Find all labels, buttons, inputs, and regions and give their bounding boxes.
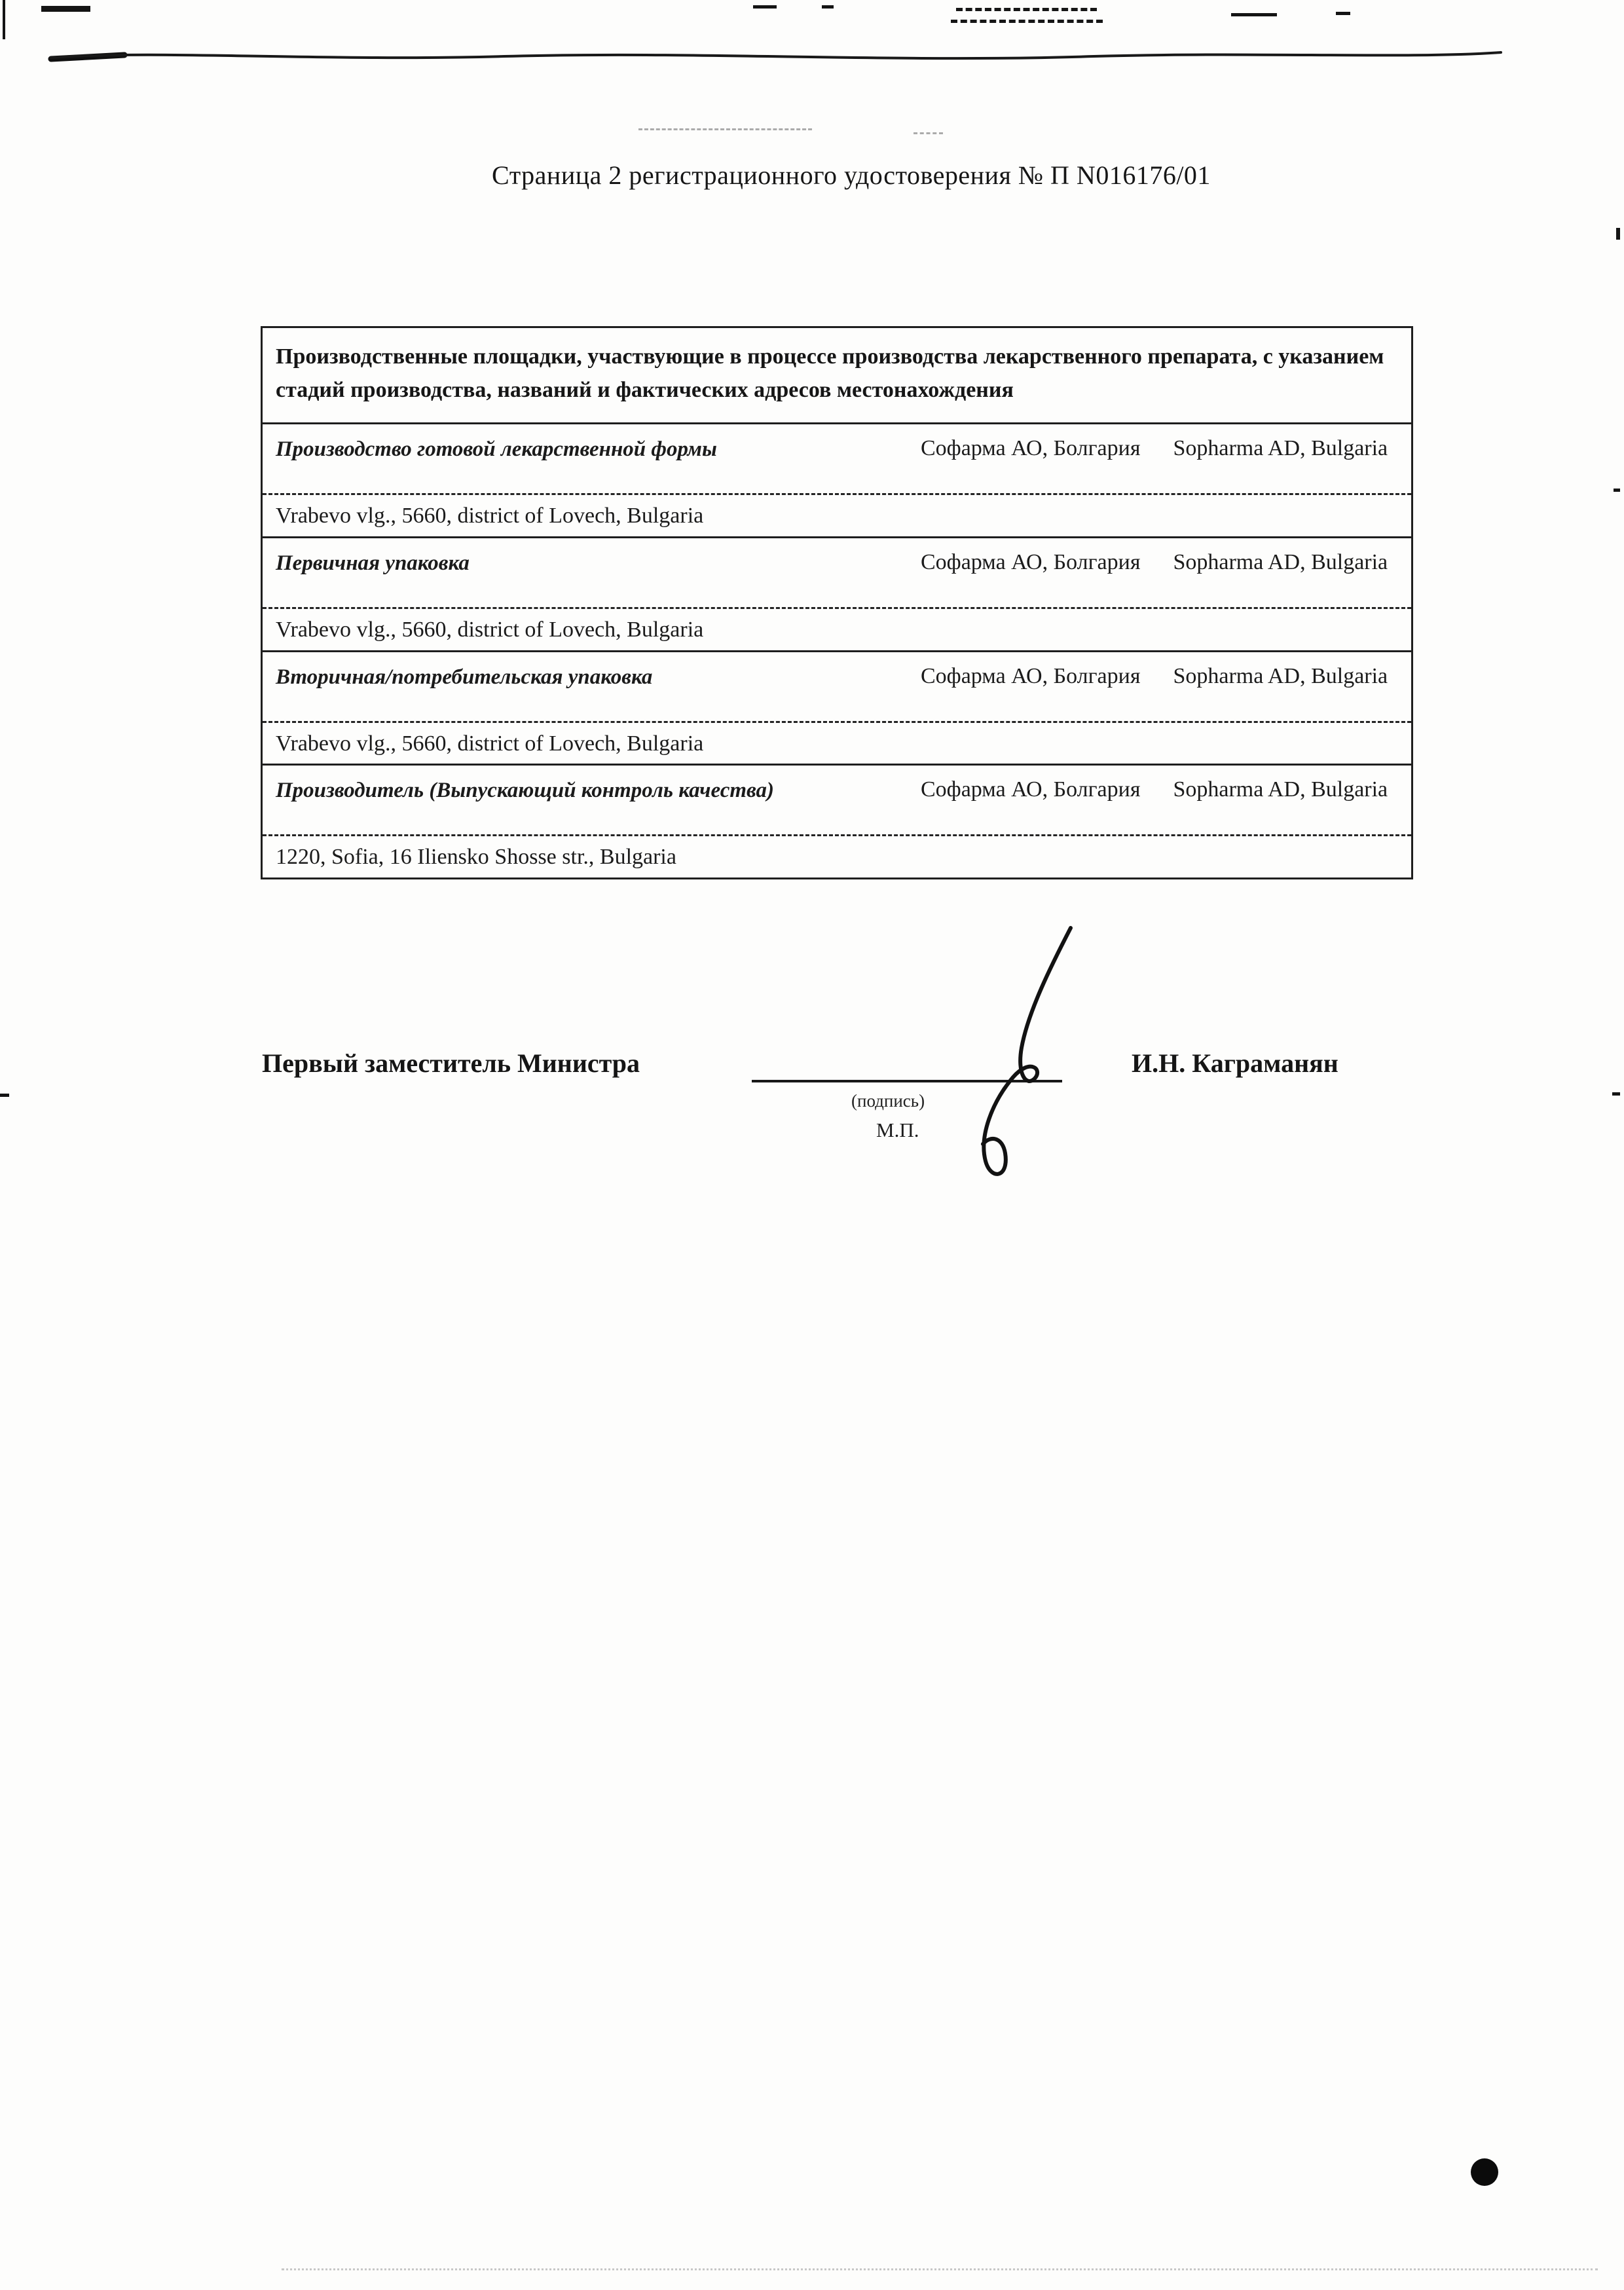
scan-artifact-dash [41,6,90,12]
scan-artifact-corner-tick [3,0,5,39]
table-row-address [263,836,1411,877]
table-row-address [263,723,1411,766]
stamp-placeholder: М.П. [876,1118,919,1141]
stage-label: Первичная упаковка [276,551,470,575]
scan-artifact-bottom-speckle [282,2268,1598,2270]
production-sites-table [261,326,1413,879]
manufacturer-cell [908,652,1411,721]
manufacturer-cell [908,766,1411,834]
stage-label: Вторичная/потребительская упаковка [276,665,653,689]
scan-artifact-punch-dot [1471,2158,1498,2186]
scan-artifact-edge-mark [1612,1092,1620,1096]
manufacturer-name-ru: Софарма АО, Болгария [921,549,1141,574]
stage-label: Производство готовой лекарственной формы [276,437,717,461]
address-cell: Vrabevo vlg., 5660, district of Lovech, Bulgaria [276,731,704,756]
scan-artifact-edge-mark [1616,228,1620,240]
manufacturer-name-ru: Софарма АО, Болгария [921,777,1141,802]
signatory-name: И.Н. Каграманян [1132,1048,1338,1078]
manufacturer-name-en: Sopharma AD, Bulgaria [1173,436,1388,460]
scan-artifact-faint-dashes [638,128,812,130]
manufacturer-name-en: Sopharma AD, Bulgaria [1173,777,1388,802]
signature-caption: (подпись) [851,1091,925,1111]
scan-artifact-dash [1336,12,1350,15]
table-row-stage [263,538,1411,609]
manufacturer-name-en: Sopharma AD, Bulgaria [1173,549,1388,574]
manufacturer-cell [908,538,1411,607]
scan-artifact-dashed-line [951,20,1103,23]
table-row-stage [263,766,1411,836]
address-cell: Vrabevo vlg., 5660, district of Lovech, Bulgaria [276,617,704,642]
manufacturer-name-ru: Софарма АО, Болгария [921,663,1141,688]
table-header: Производственные площадки, участвующие в процессе производства лекарственного препарата, с указанием стадий производства, названий и фактических адресов местонахождения [263,328,1411,424]
scan-artifact-edge-mark [1614,489,1620,492]
scan-artifact-dash [1231,13,1277,16]
scan-artifact-dashed-line [956,8,1097,11]
table-row-stage [263,652,1411,723]
scan-artifact-dash [822,5,834,9]
address-cell: 1220, Sofia, 16 Iliensko Shosse str., Bulgaria [276,845,676,870]
scan-artifact-dash [753,5,777,9]
table-row-address [263,495,1411,538]
scan-artifact-edge-mark [0,1094,9,1097]
manufacturer-name-ru: Софарма АО, Болгария [921,436,1141,460]
manufacturer-cell [908,424,1411,493]
scan-artifact-faint-dashes [913,132,943,134]
stage-label: Производитель (Выпускающий контроль качества) [276,779,775,803]
table-row-address [263,609,1411,652]
manufacturer-name-en: Sopharma AD, Bulgaria [1173,663,1388,688]
handwritten-signature-scribble [913,920,1097,1185]
scan-artifact-horizontal-line [46,43,1506,72]
table-row-stage [263,424,1411,495]
page-title: Страница 2 регистрационного удостоверения № П N016176/01 [492,160,1211,190]
address-cell: Vrabevo vlg., 5660, district of Lovech, Bulgaria [276,504,704,528]
minister-title: Первый заместитель Министра [262,1048,640,1078]
